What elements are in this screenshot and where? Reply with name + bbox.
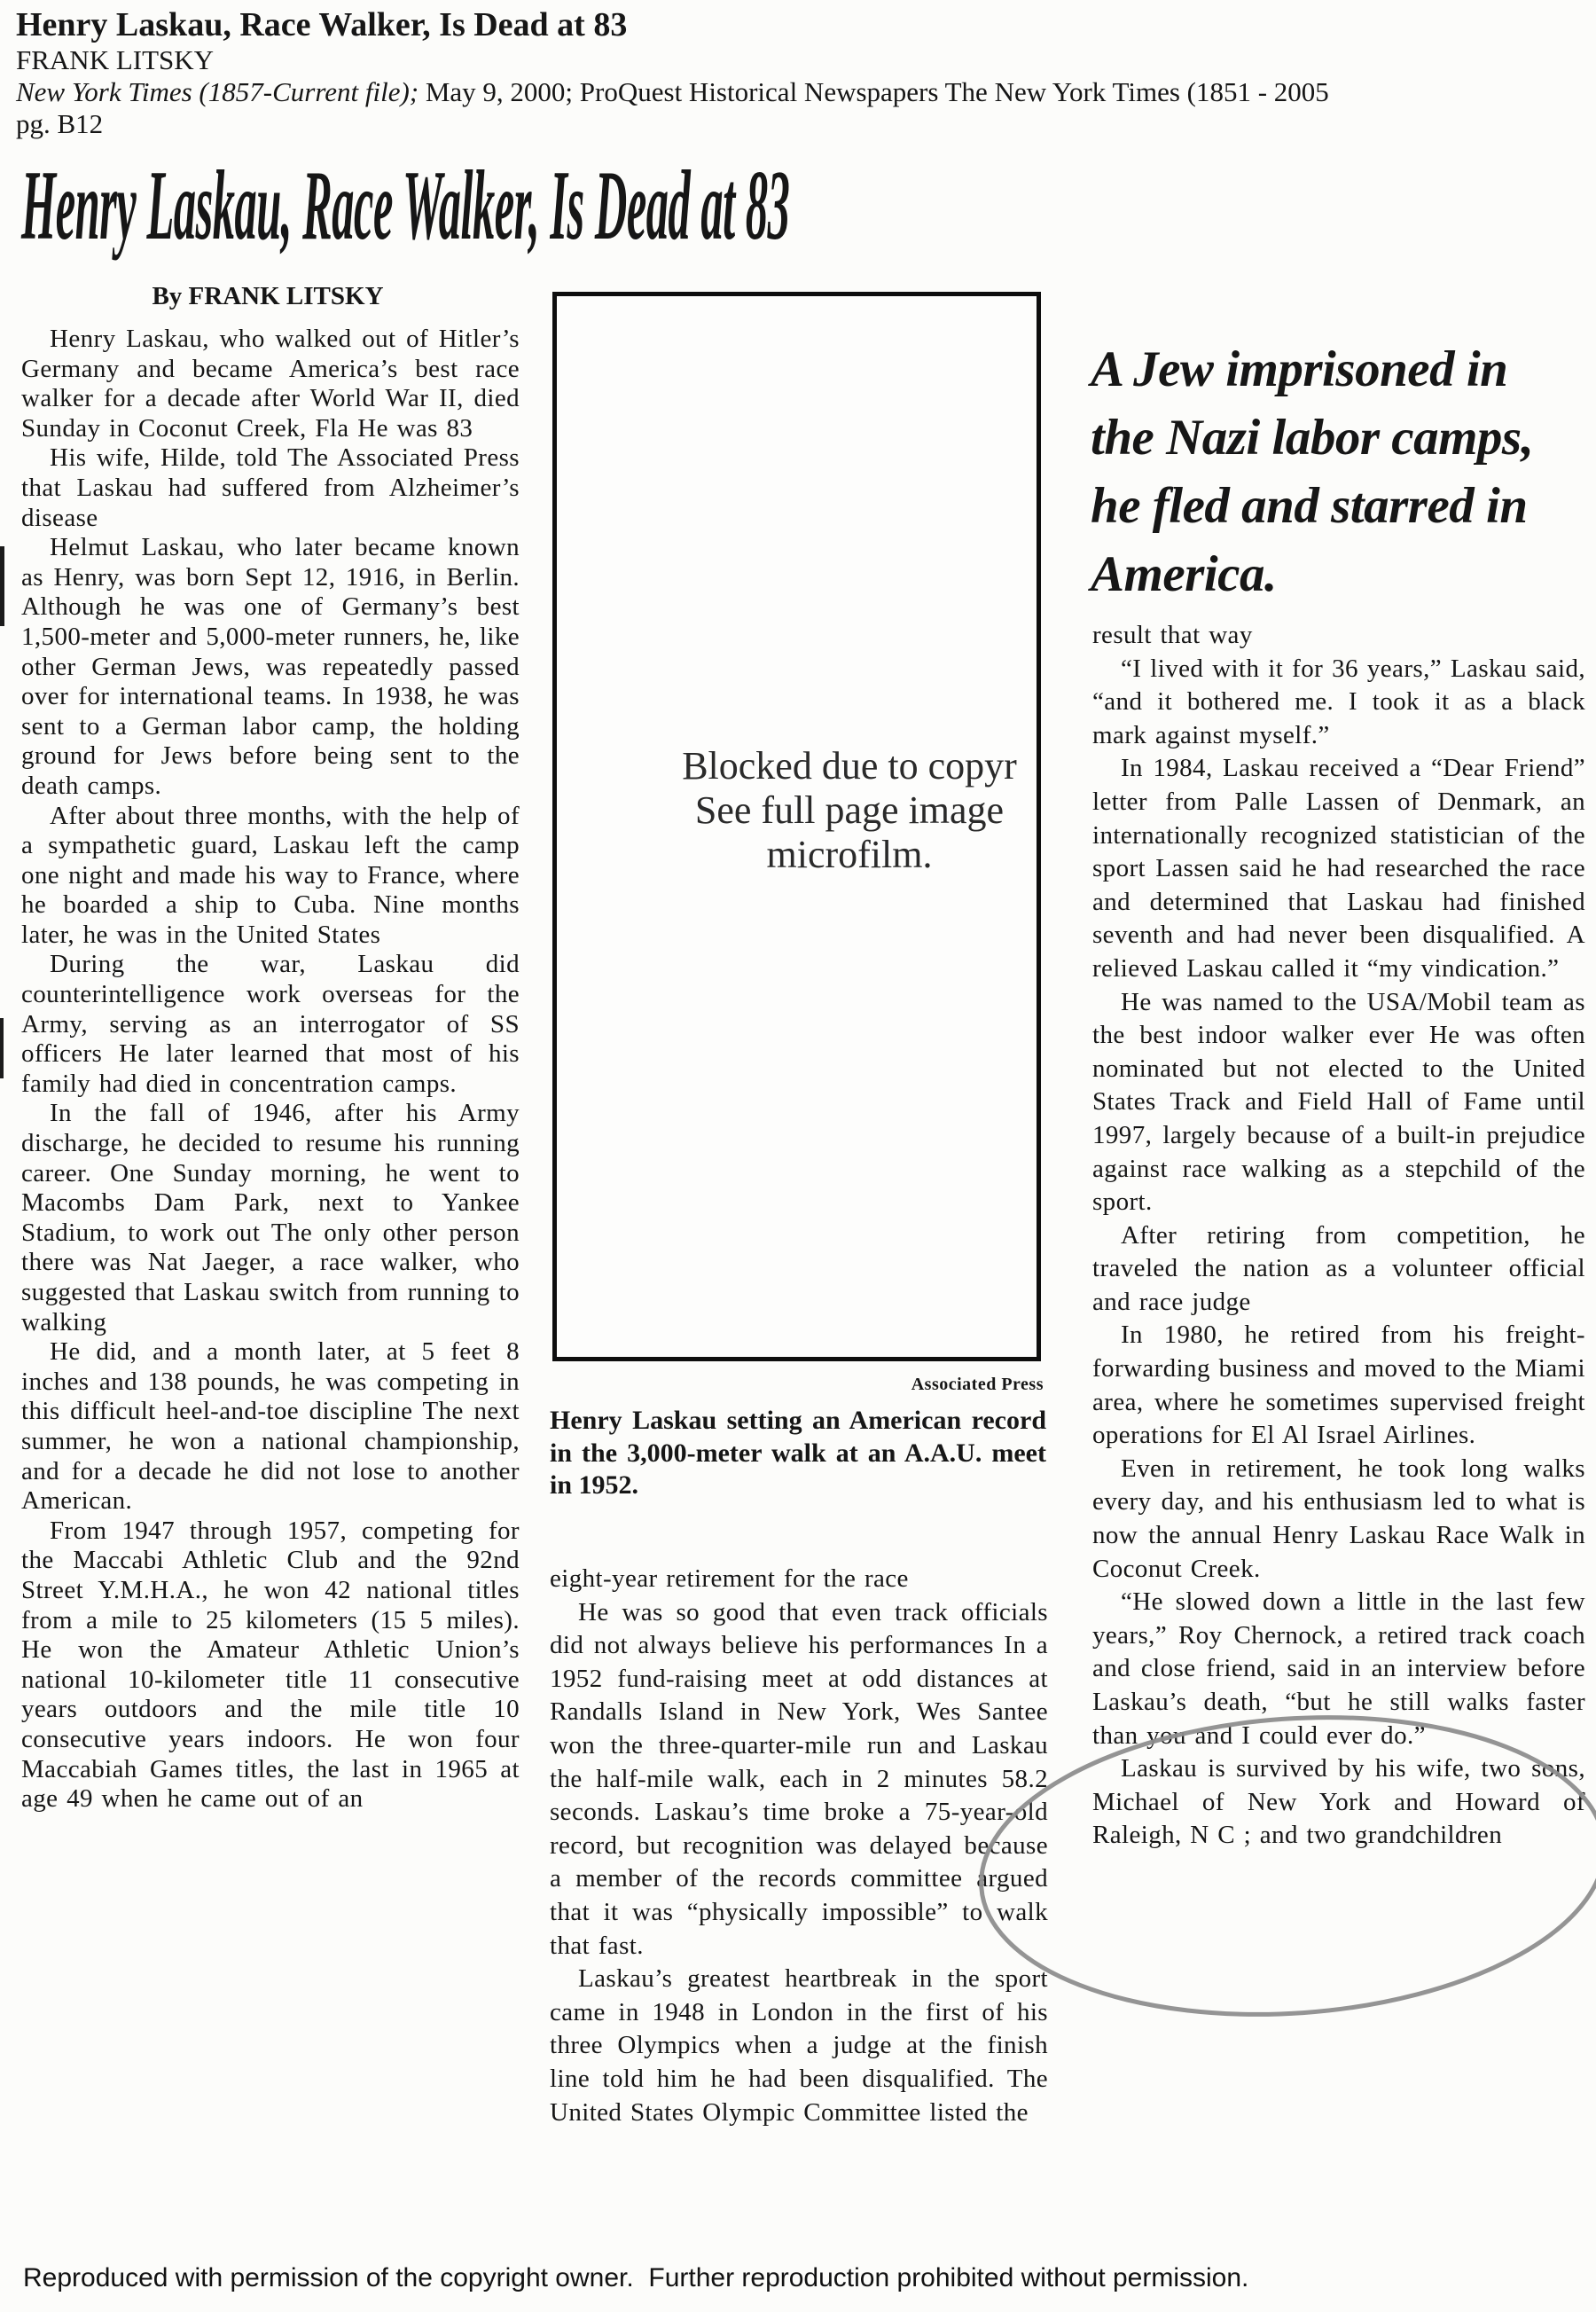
article-paragraph: Laskau’s greatest heartbreak in the sport came in 1948 in London in the first of his three Olympics when a judge at the finish line told him he had been disqualified. The United States Olympic Committee listed the — [550, 1964, 1048, 2127]
article-headline-text: Henry Laskau, Race Walker, Is Dead at 83 — [21, 151, 790, 261]
article-paragraph: From 1947 through 1957, competing for the Maccabi Athletic Club and the 92nd Street Y.M.H.A., he won 42 national titles from a mile to 25 kilometers (15 5 miles). He won the Amateur Athletic Union’s national 10-kilometer title 11 consecutive years outdoors and the mile title 10 consecutive years indoors. He won four Maccabiah Games titles, the last in 1965 at age 49 when he came out of an — [21, 1516, 520, 1814]
scan-artifact-mark — [0, 1018, 4, 1078]
article-paragraph: His wife, Hilde, told The Associated Press that Laskau had suffered from Alzheimer’s disease — [21, 443, 520, 532]
article-paragraph: He was so good that even track officials did not always believe his performances In a 1952 fund-raising meet at odd distances at Randalls Island in New York, Wes Santee won the three-quarter-mile run and Laskau the half-mile walk, each in 2 minutes 58.2 seconds. Laskau’s time broke a 75-year-old record, but recognition was delayed because a member of the records committee argued that it was “physically impossible” to walk that fast. — [550, 1597, 1048, 1960]
reproduction-notice: Reproduced with permission of the copyright owner. Further reproduction prohibited without permission. — [23, 2263, 1249, 2292]
photo-credit: Associated Press — [911, 1375, 1044, 1394]
byline: By FRANK LITSKY — [152, 282, 384, 310]
citation-article-title: Henry Laskau, Race Walker, Is Dead at 83 — [16, 6, 628, 43]
article-column-1 — [21, 325, 520, 1814]
article-paragraph: Helmut Laskau, who later became known as Henry, was born Sept 12, 1916, in Berlin. Although he was one of Germany’s best 1,500-meter and 5,000-meter runners, he, like other German Jews, was repeatedly passed over for international teams. In 1938, he was sent to a German labor camp, the holding ground for Jews before being sent to the death camps. — [21, 533, 520, 800]
article-paragraph: In 1984, Laskau received a “Dear Friend” letter from Palle Lassen of Denmark, an internationally recognized statistician of the sport Lassen said he had researched the race and determined that Laskau had finished seventh and had never been disqualified. A relieved Laskau called it “my vindication.” — [1092, 754, 1585, 983]
photo-caption: Henry Laskau setting an American record in the 3,000-meter walk at an A.A.U. meet in 1952. — [550, 1406, 1046, 1500]
blocked-notice-line: microfilm. — [766, 833, 933, 876]
article-paragraph: Henry Laskau, who walked out of Hitler’s Germany and became America’s best race walker for a decade after World War II, died Sunday in Coconut Creek, Fla He was 83 — [21, 325, 520, 443]
article-paragraph: “He slowed down a little in the last few years,” Roy Chernock, a retired track coach and close friend, said in an interview before Laskau’s death, “but he still walks faster than you and I could ever do.” — [1092, 1587, 1585, 1750]
article-paragraph: “I lived with it for 36 years,” Laskau said, “and it bothered me. I took it as a black mark against myself.” — [1092, 654, 1585, 749]
article-column-2 — [550, 1563, 1048, 2129]
article-paragraph: eight-year retirement for the race — [550, 1564, 909, 1593]
article-paragraph: After about three months, with the help of a sympathetic guard, Laskau left the camp one night and made his way to France, where he boarded a ship to Cuba. Nine months later, he was in the United States — [21, 801, 520, 949]
article-paragraph: In 1980, he retired from his freight-forwarding business and moved to the Miami area, where he sometimes supervised freight operations for El Al Israel Airlines. — [1092, 1321, 1585, 1450]
citation-page-ref: pg. B12 — [16, 108, 104, 139]
article-paragraph: He did, and a month later, at 5 feet 8 inches and 138 pounds, he was competing in this difficult heel-and-toe discipline The next summer, he won a national championship, and for a decade he did not lose to another American. — [21, 1337, 520, 1516]
blocked-image-notice — [601, 744, 1041, 877]
article-paragraph: During the war, Laskau did counterintelligence work overseas for the Army, serving as an interrogator of SS officers He later learned that most of his family had died in concentration camps. — [21, 950, 520, 1098]
scan-artifact-mark — [0, 546, 4, 626]
article-headline — [21, 151, 1596, 263]
blocked-notice-line: Blocked due to copyr — [682, 744, 1017, 788]
citation-source-line — [16, 76, 1541, 108]
article-paragraph: He was named to the USA/Mobil team as the best indoor walker ever He was often nominated but not elected to the United States Track and Field Hall of Fame until 1997, largely because of a built-in prejudice against race walking as a stepchild of the sport. — [1092, 987, 1585, 1217]
article-paragraph: In the fall of 1946, after his Army discharge, he decided to resume his running career. One Sunday morning, he went to Macombs Dam Park, next to Yankee Stadium, to work out The only other person there was Nat Jaeger, a race walker, who suggested that Laskau switch from running to walking — [21, 1099, 520, 1336]
article-paragraph: After retiring from competition, he traveled the nation as a volunteer official and race judge — [1092, 1220, 1585, 1316]
blocked-notice-line: See full page image — [694, 788, 1005, 832]
citation-source-italic: New York Times (1857-Current file); — [16, 76, 426, 107]
proquest-citation-header — [16, 5, 1541, 140]
article-paragraph: Laskau is survived by his wife, two sons, Michael of New York and Howard of Raleigh, N C ; and two grandchildren — [1092, 1754, 1585, 1850]
blocked-image-placeholder — [552, 292, 1041, 1361]
pull-quote: A Jew imprisoned in the Nazi labor camps, he fled and starred in America. — [1091, 341, 1534, 602]
citation-author: FRANK LITSKY — [16, 44, 215, 75]
citation-source-rest: May 9, 2000; ProQuest Historical Newspapers The New York Times (1851 - 2005 — [425, 76, 1329, 107]
article-paragraph: result that way — [1092, 621, 1253, 649]
article-column-3 — [1092, 619, 1585, 1853]
article-paragraph: Even in retirement, he took long walks every day, and his enthusiasm led to what is now the annual Henry Laskau Race Walk in Coconut Creek. — [1092, 1454, 1585, 1583]
